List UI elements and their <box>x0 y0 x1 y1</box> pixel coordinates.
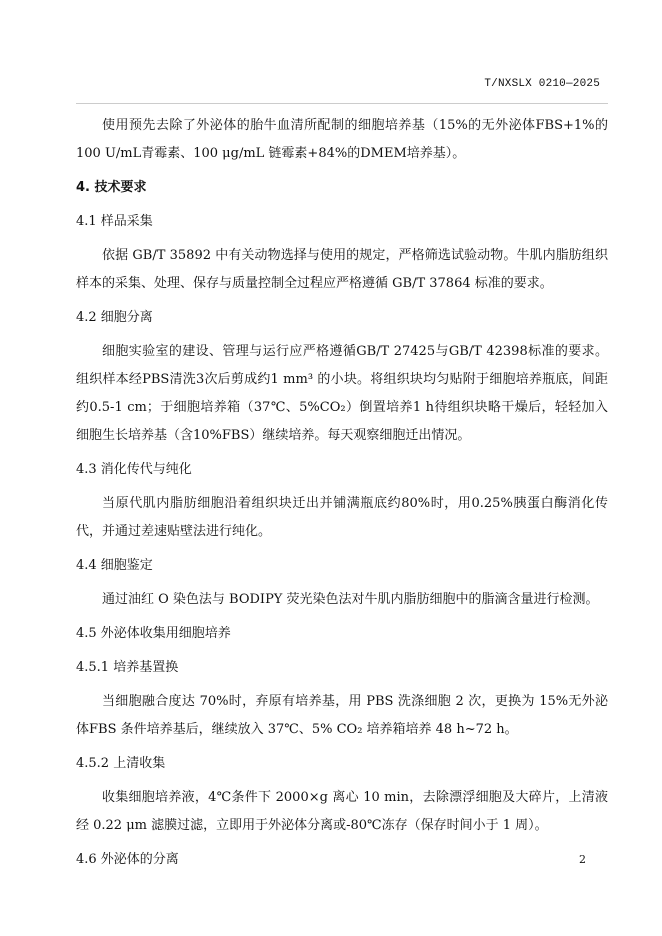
paragraph-4-3: 当原代肌内脂肪细胞沿着组织块迁出并铺满瓶底约80%时，用0.25%胰蛋白酶消化传代，并通过差速贴壁法进行纯化。 <box>76 496 608 539</box>
page-number: 2 <box>579 853 586 866</box>
paragraph-4-1: 依据 GB/T 35892 中有关动物选择与使用的规定，严格筛选试验动物。牛肌内脂肪组织样本的采集、处理、保存与质量控制全过程应严格遵循 GB/T 37864 标准的要求。 <box>76 248 608 291</box>
paragraph-4-4: 通过油红 O 染色法与 BODIPY 荧光染色法对牛肌内脂肪细胞中的脂滴含量进行检测。 <box>102 592 599 607</box>
section-heading-4-4: 4.4 细胞鉴定 <box>76 558 153 573</box>
section-heading-4-6: 4.6 外泌体的分离 <box>76 852 179 867</box>
section-heading-4-3: 4.3 消化传代与纯化 <box>76 462 192 477</box>
intro-paragraph: 使用预先去除了外泌体的胎牛血清所配制的细胞培养基（15%的无外泌体FBS+1%的100 U/mL青霉素、100 μg/mL 链霉素+84%的DMEM培养基）。 <box>76 118 608 161</box>
paragraph-4-5-1: 当细胞融合度达 70%时，弃原有培养基，用 PBS 洗涤细胞 2 次，更换为 15%无外泌体FBS 条件培养基后，继续放入 37℃、5% CO₂ 培养箱培养 48 h~72 h。 <box>76 694 608 737</box>
section-heading-4: 4. 技术要求 <box>76 180 147 195</box>
section-heading-4-2: 4.2 细胞分离 <box>76 310 153 325</box>
section-heading-4-5-2: 4.5.2 上清收集 <box>76 756 166 771</box>
section-heading-4-5-1: 4.5.1 培养基置换 <box>76 660 179 675</box>
section-heading-4-1: 4.1 样品采集 <box>76 214 153 229</box>
header-rule <box>76 103 608 104</box>
standard-code: T/NXSLX 0210—2025 <box>484 78 600 90</box>
document-body <box>76 112 608 880</box>
paragraph-4-2: 细胞实验室的建设、管理与运行应严格遵循GB/T 27425与GB/T 42398标准的要求。组织样本经PBS清洗3次后剪成约1 mm³ 的小块。将组织块均匀贴附于细胞培养瓶底，间距约0.5-1 cm；于细胞培养箱（37℃、5%CO₂）倒置培养1 h待组织块略干燥后，轻轻加入细胞生长培养基（含10%FBS）继续培养。每天观察细胞迁出情况。 <box>76 344 608 443</box>
section-heading-4-5: 4.5 外泌体收集用细胞培养 <box>76 626 231 641</box>
paragraph-4-5-2: 收集细胞培养液，4℃条件下 2000×g 离心 10 min，去除漂浮细胞及大碎片，上清液经 0.22 μm 滤膜过滤，立即用于外泌体分离或-80℃冻存（保存时间小于 1 周）。 <box>76 790 608 833</box>
